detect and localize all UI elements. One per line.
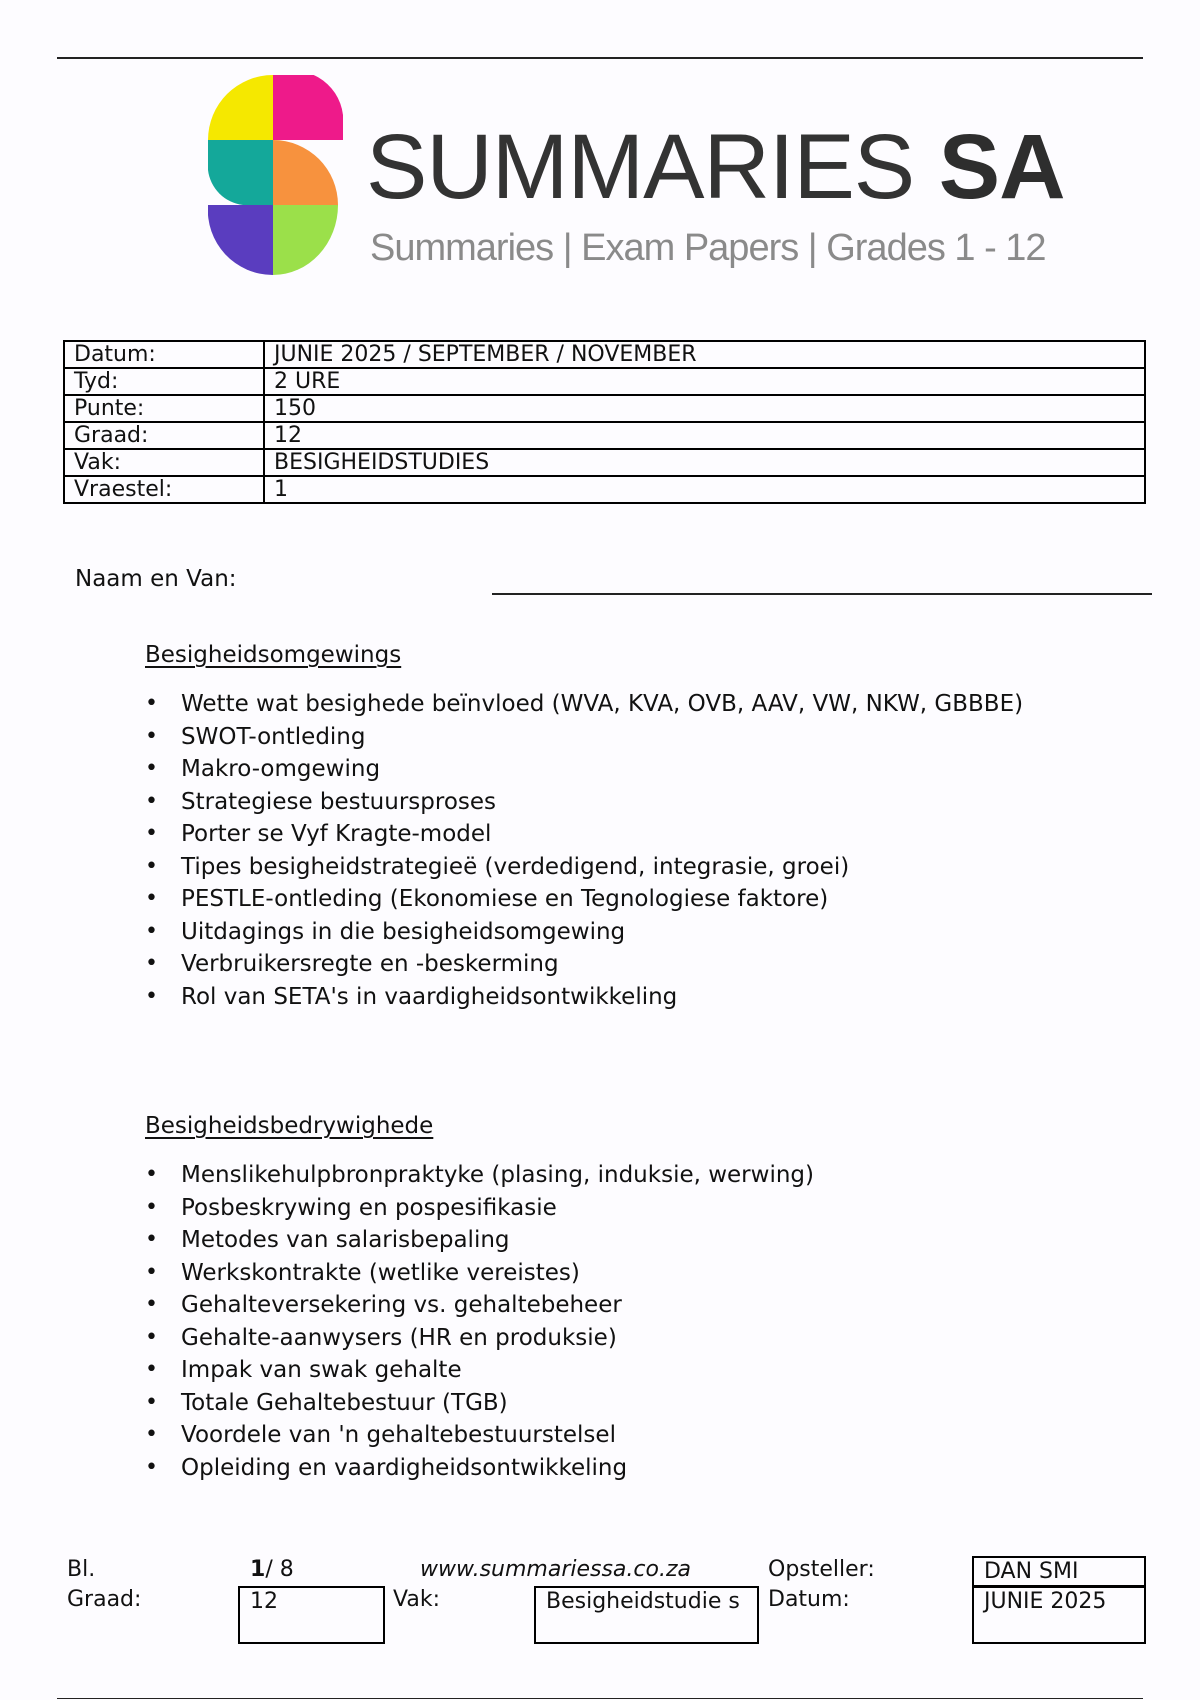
brand-name: SUMMARIES SA [366, 116, 1065, 218]
info-value: 12 [264, 422, 1145, 449]
logo-s-mark-icon [208, 75, 348, 285]
summaries-sa-logo [208, 75, 1065, 285]
info-row [64, 341, 1145, 368]
list-item: • PESTLE-ontleding (Ekonomiese en Tegnologiese faktore) [181, 883, 1045, 916]
list-item: • SWOT-ontleding [181, 721, 1045, 754]
info-label: Vraestel: [64, 476, 264, 503]
info-row [64, 368, 1145, 395]
list-item: • Gehalteversekering vs. gehaltebeheer [181, 1289, 1045, 1322]
info-row [64, 449, 1145, 476]
logo-segment [208, 205, 273, 275]
footer-grade-box: 12 [238, 1586, 385, 1644]
info-value: 1 [264, 476, 1145, 503]
info-label: Punte: [64, 395, 264, 422]
list-item: • Porter se Vyf Kragte-model [181, 818, 1045, 851]
info-value: BESIGHEIDSTUDIES [264, 449, 1145, 476]
list-item: • Tipes besigheidstrategieë (verdedigend, integrasie, groei) [181, 851, 1045, 884]
topic-list [145, 688, 1045, 1013]
list-item: • Verbruikersregte en -beskerming [181, 948, 1045, 981]
list-item: • Opleiding en vaardigheidsontwikkeling [181, 1452, 1045, 1485]
section-business-environments [145, 642, 1045, 1013]
list-item: • Metodes van salarisbepaling [181, 1224, 1045, 1257]
info-row [64, 422, 1145, 449]
top-rule [57, 57, 1143, 59]
topic-list [145, 1159, 1045, 1484]
logo-segment [208, 140, 273, 205]
list-item: • Totale Gehaltebestuur (TGB) [181, 1387, 1045, 1420]
footer-author-box: DAN SMI [972, 1556, 1146, 1587]
logo-segment [208, 75, 273, 140]
list-item: • Rol van SETA's in vaardigheidsontwikkeling [181, 981, 1045, 1014]
info-row [64, 476, 1145, 503]
footer-page-number: 1/ 8 [250, 1557, 294, 1582]
list-item: • Voordele van 'n gehaltebestuurstelsel [181, 1419, 1045, 1452]
name-label: Naam en Van: [75, 566, 237, 592]
footer-grade-label: Graad: [67, 1587, 142, 1612]
info-value: 2 URE [264, 368, 1145, 395]
section-heading: Besigheidsbedrywighede [145, 1113, 434, 1139]
logo-segment [273, 140, 338, 205]
footer-author-label: Opsteller: [768, 1557, 875, 1582]
list-item: • Werkskontrakte (wetlike vereistes) [181, 1257, 1045, 1290]
list-item: • Posbeskrywing en pospesifikasie [181, 1192, 1045, 1225]
info-label: Datum: [64, 341, 264, 368]
footer-website: www.summariessa.co.za [420, 1557, 691, 1582]
list-item: • Strategiese bestuursproses [181, 786, 1045, 819]
list-item: • Uitdagings in die besigheidsomgewing [181, 916, 1045, 949]
section-business-operations [145, 1113, 1045, 1484]
logo-segment [273, 205, 338, 275]
info-value: JUNIE 2025 / SEPTEMBER / NOVEMBER [264, 341, 1145, 368]
info-value: 150 [264, 395, 1145, 422]
list-item: • Wette wat besighede beïnvloed (WVA, KVA, OVB, AAV, VW, NKW, GBBBE) [181, 688, 1045, 721]
name-field-line[interactable] [492, 593, 1152, 595]
list-item: • Gehalte-aanwysers (HR en produksie) [181, 1322, 1045, 1355]
info-label: Graad: [64, 422, 264, 449]
info-label: Vak: [64, 449, 264, 476]
section-heading: Besigheidsomgewings [145, 642, 402, 668]
exam-info-table [63, 340, 1146, 504]
footer-subject-label: Vak: [393, 1587, 440, 1612]
list-item: • Impak van swak gehalte [181, 1354, 1045, 1387]
bottom-rule [57, 1698, 1143, 1699]
list-item: • Menslikehulpbronpraktyke (plasing, induksie, werwing) [181, 1159, 1045, 1192]
footer-page-label: Bl. [67, 1557, 96, 1582]
brand-tagline: Summaries | Exam Papers | Grades 1 - 12 [370, 227, 1046, 269]
info-label: Tyd: [64, 368, 264, 395]
list-item: • Makro-omgewing [181, 753, 1045, 786]
info-row [64, 395, 1145, 422]
footer-date-box: JUNIE 2025 [972, 1586, 1146, 1644]
footer-date-label: Datum: [768, 1587, 850, 1612]
footer-subject-box: Besigheidstudie s [534, 1586, 759, 1644]
logo-segment [273, 75, 343, 140]
